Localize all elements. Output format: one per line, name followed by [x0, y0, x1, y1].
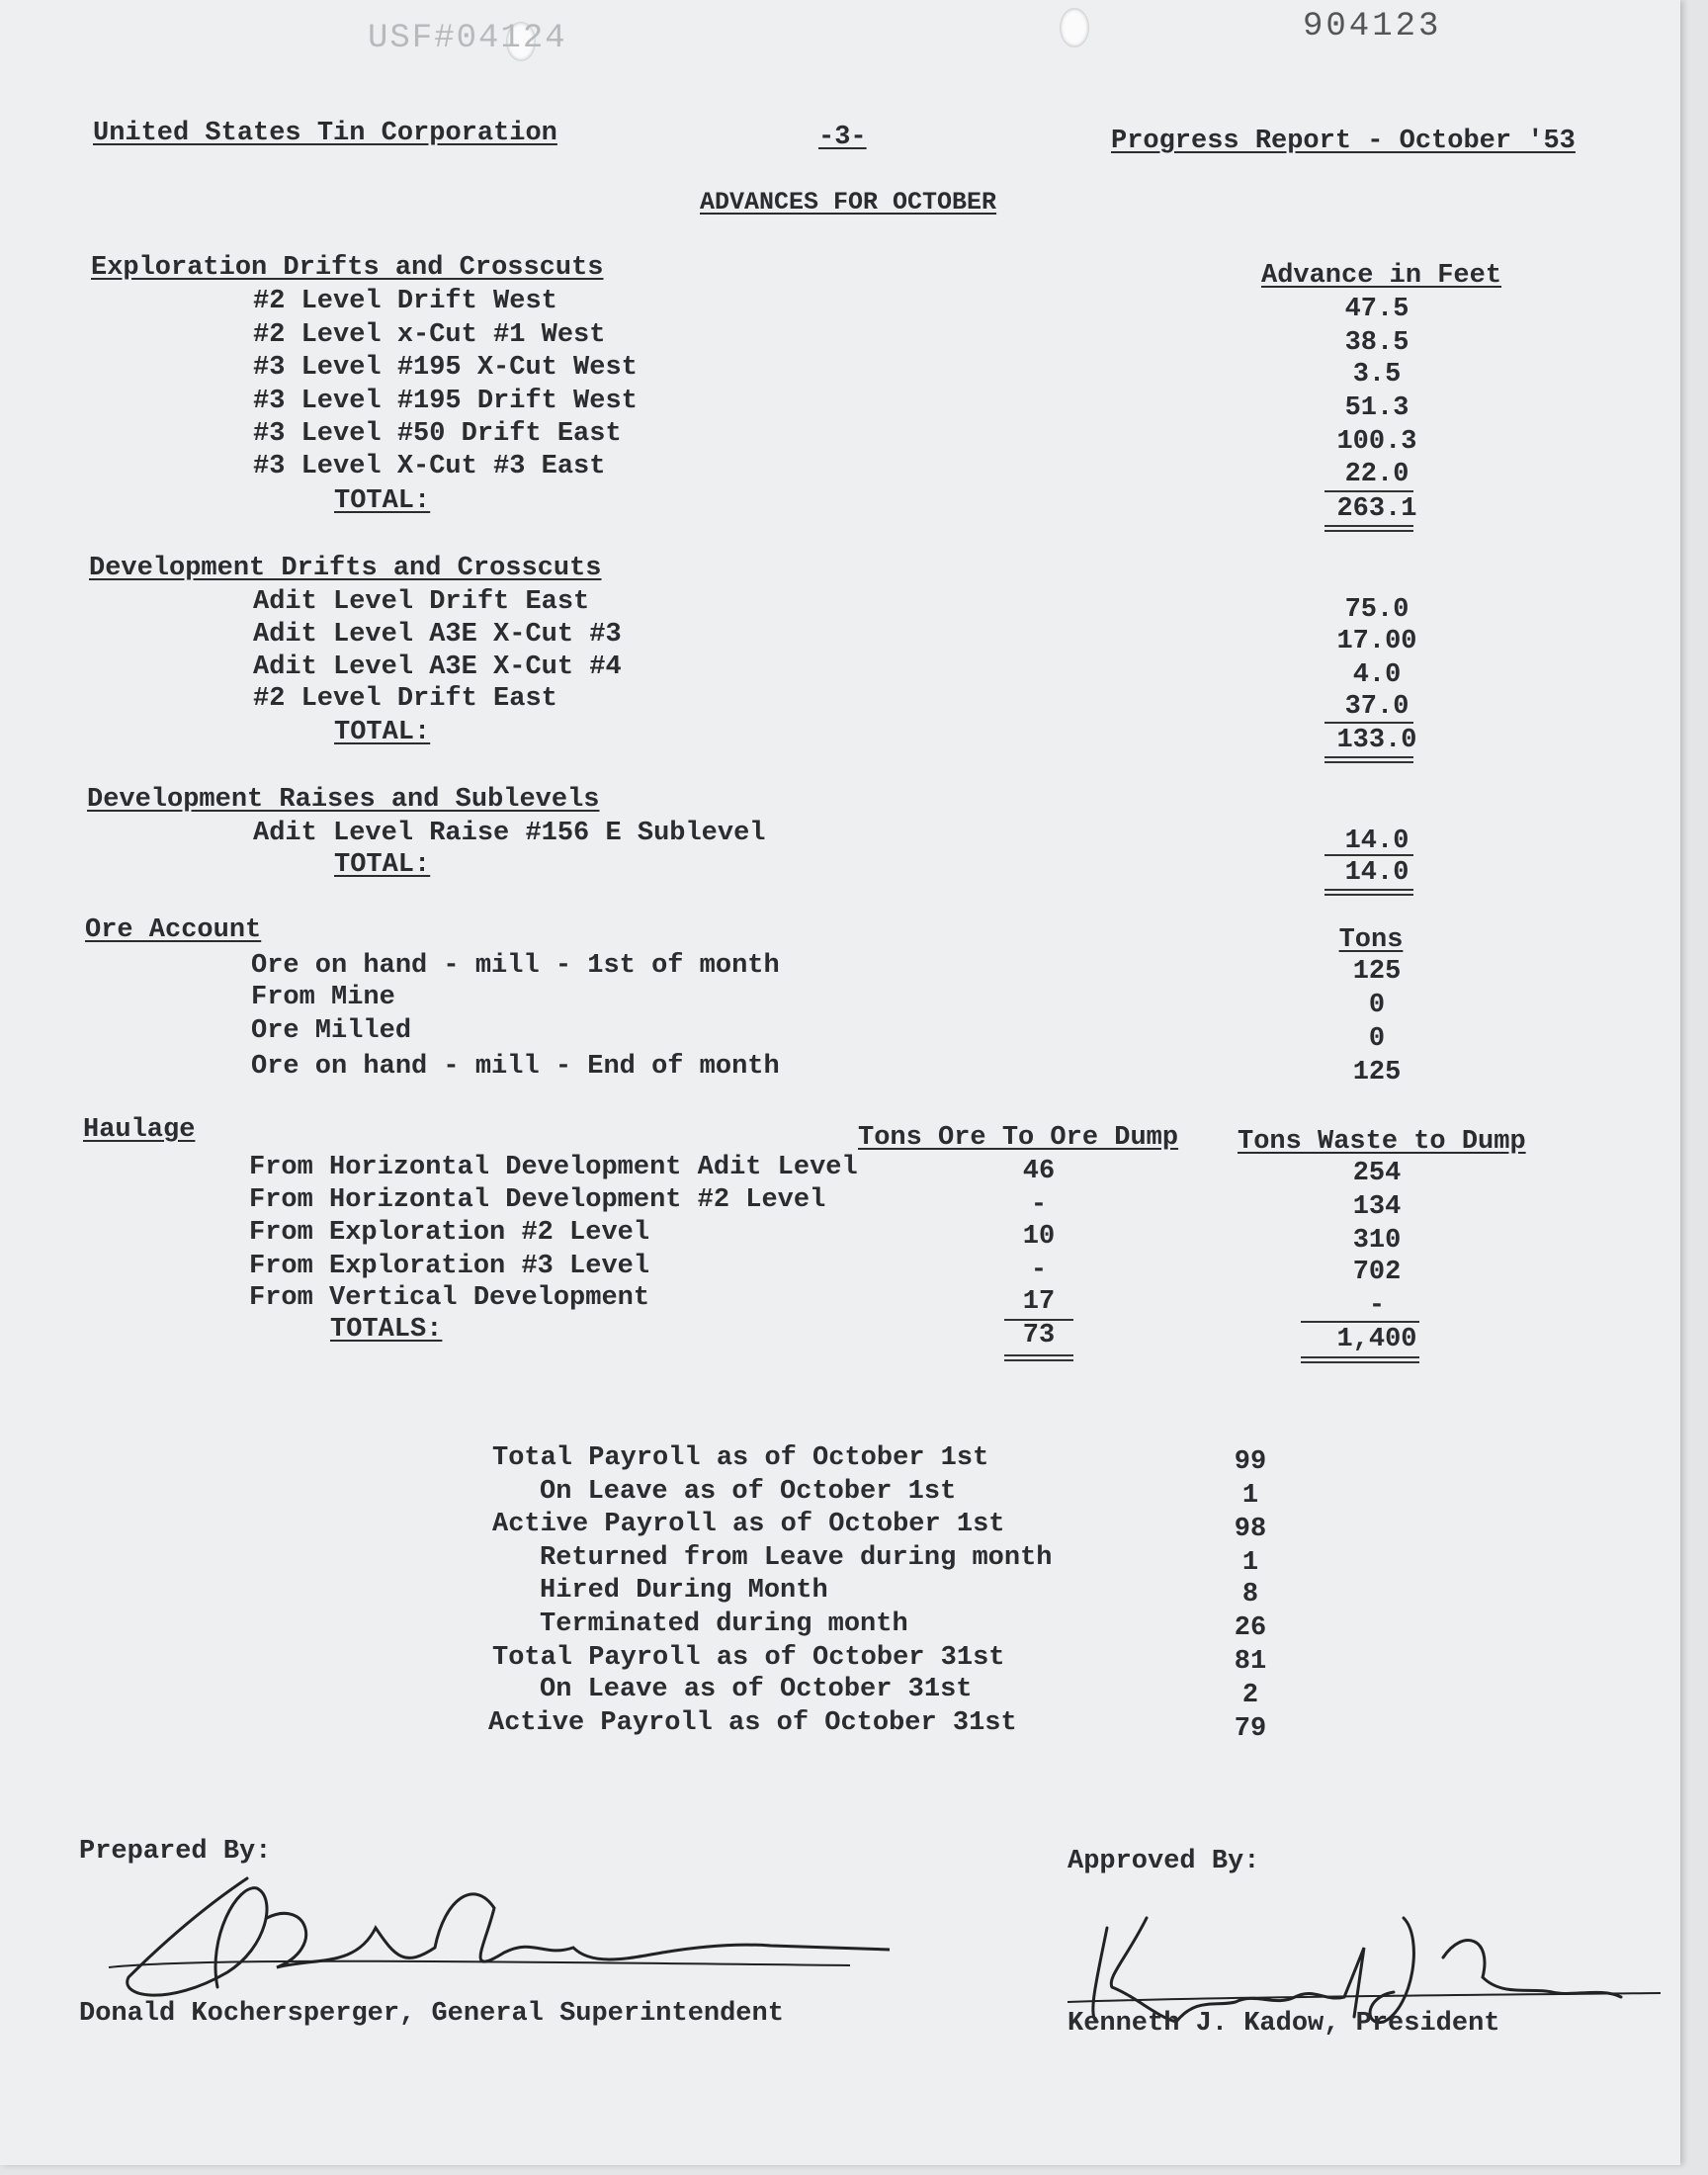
payroll-label: Active Payroll as of October 1st	[492, 1510, 1005, 1539]
double-rule	[1324, 756, 1413, 758]
haulage-row-label: From Vertical Development	[249, 1283, 650, 1313]
haulage-total-label: TOTALS:	[330, 1315, 443, 1345]
payroll-label: On Leave as of October 31st	[540, 1675, 973, 1704]
advance-column-header: Advance in Feet	[1261, 261, 1502, 291]
page-number: -3-	[818, 123, 867, 152]
raises-row-value: 14.0	[1344, 826, 1409, 856]
payroll-value: 1	[1241, 1548, 1259, 1578]
raises-total-value: 14.0	[1344, 858, 1409, 888]
exploration-heading: Exploration Drifts and Crosscuts	[91, 253, 604, 283]
raises-row-label: Adit Level Raise #156 E Sublevel	[253, 819, 766, 848]
haulage-ore-value: 17	[1022, 1287, 1056, 1317]
double-rule	[1324, 525, 1413, 527]
payroll-value: 98	[1234, 1515, 1267, 1544]
ore-row-value: 0	[1368, 1024, 1386, 1054]
approved-by-name: Kenneth J. Kadow, President	[1068, 2009, 1500, 2039]
exploration-row-label: #3 Level #50 Drift East	[253, 419, 622, 449]
development-row-value: 4.0	[1352, 660, 1402, 690]
development-row-label: Adit Level Drift East	[253, 587, 590, 617]
development-row-value: 75.0	[1344, 595, 1409, 625]
exploration-row-label: #3 Level X-Cut #3 East	[253, 452, 606, 481]
exploration-row-label: #3 Level #195 X-Cut West	[253, 353, 638, 383]
exploration-row-value: 3.5	[1352, 360, 1402, 390]
haulage-ore-value: 46	[1022, 1157, 1056, 1186]
ore-row-value: 0	[1368, 991, 1386, 1020]
development-total-label: TOTAL:	[334, 718, 431, 747]
development-row-label: #2 Level Drift East	[253, 684, 557, 714]
double-rule	[1004, 1359, 1073, 1361]
exploration-row-value: 22.0	[1344, 460, 1409, 489]
tons-column-header: Tons	[1338, 925, 1404, 955]
payroll-label: Terminated during month	[540, 1610, 908, 1639]
payroll-label: Hired During Month	[540, 1576, 828, 1606]
double-rule	[1301, 1361, 1419, 1363]
exploration-row-label: #3 Level #195 Drift West	[253, 387, 638, 416]
raises-heading: Development Raises and Sublevels	[87, 785, 600, 815]
payroll-value: 8	[1241, 1580, 1259, 1610]
haulage-ore-value: 10	[1022, 1222, 1056, 1252]
development-heading: Development Drifts and Crosscuts	[89, 554, 602, 583]
exploration-row-value: 47.5	[1344, 295, 1409, 324]
double-rule	[1324, 530, 1413, 532]
exploration-total-value: 263.1	[1336, 494, 1417, 524]
payroll-value: 79	[1234, 1714, 1267, 1744]
ore-row-label: Ore on hand - mill - 1st of month	[251, 951, 780, 981]
prepared-by-label: Prepared By:	[79, 1837, 272, 1867]
exploration-total-label: TOTAL:	[334, 486, 431, 516]
exploration-row-value: 51.3	[1344, 393, 1409, 423]
haulage-row-label: From Exploration #3 Level	[249, 1252, 650, 1281]
report-title: Progress Report - October '53	[1111, 127, 1576, 156]
double-rule	[1324, 889, 1413, 891]
development-total-value: 133.0	[1336, 726, 1417, 755]
punch-hole-right	[1060, 8, 1089, 47]
exploration-row-value: 100.3	[1336, 427, 1417, 457]
haulage-waste-value: 134	[1352, 1192, 1402, 1222]
ore-row-value: 125	[1352, 957, 1402, 987]
development-row-label: Adit Level A3E X-Cut #3	[253, 620, 622, 650]
development-row-value: 37.0	[1344, 692, 1409, 722]
double-rule	[1301, 1356, 1419, 1358]
payroll-label: Active Payroll as of October 31st	[488, 1708, 1017, 1738]
payroll-label: Returned from Leave during month	[540, 1543, 1053, 1573]
payroll-label: Total Payroll as of October 31st	[492, 1643, 1005, 1673]
ore-row-value: 125	[1352, 1058, 1402, 1088]
payroll-label: Total Payroll as of October 1st	[492, 1443, 989, 1473]
payroll-value: 26	[1234, 1613, 1267, 1643]
double-rule	[1324, 894, 1413, 896]
ore-row-label: Ore Milled	[251, 1016, 412, 1046]
payroll-value: 2	[1241, 1681, 1259, 1710]
haulage-ore-value: -	[1030, 1256, 1048, 1285]
company-name: United States Tin Corporation	[93, 119, 557, 148]
exploration-row-label: #2 Level Drift West	[253, 287, 557, 316]
section-title: ADVANCES FOR OCTOBER	[700, 188, 997, 217]
approved-by-label: Approved By:	[1068, 1847, 1260, 1876]
payroll-value: 99	[1234, 1447, 1267, 1477]
ore-dump-column-header: Tons Ore To Ore Dump	[858, 1123, 1179, 1153]
faded-file-number: USF#04124	[368, 20, 567, 57]
haulage-total-ore: 73	[1022, 1321, 1056, 1350]
haulage-row-label: From Horizontal Development Adit Level	[249, 1153, 858, 1182]
ore-heading: Ore Account	[85, 915, 262, 945]
haulage-total-waste: 1,400	[1336, 1325, 1417, 1354]
ore-row-label: From Mine	[251, 983, 395, 1012]
double-rule	[1004, 1354, 1073, 1356]
haulage-waste-value: 310	[1352, 1226, 1402, 1256]
development-row-label: Adit Level A3E X-Cut #4	[253, 652, 622, 682]
haulage-waste-value: 254	[1352, 1159, 1402, 1188]
haulage-waste-value: 702	[1352, 1258, 1402, 1287]
payroll-value: 1	[1241, 1481, 1259, 1511]
haulage-row-label: From Exploration #2 Level	[249, 1218, 650, 1248]
exploration-row-label: #2 Level x-Cut #1 West	[253, 320, 606, 350]
haulage-heading: Haulage	[83, 1115, 196, 1145]
prepared-by-name: Donald Kochersperger, General Superintendent	[79, 1999, 784, 2029]
development-row-value: 17.00	[1336, 627, 1417, 656]
haulage-ore-value: -	[1030, 1190, 1048, 1220]
waste-dump-column-header: Tons Waste to Dump	[1238, 1127, 1526, 1157]
stamp-number: 904123	[1303, 8, 1442, 45]
haulage-row-label: From Horizontal Development #2 Level	[249, 1185, 826, 1215]
haulage-waste-value: -	[1368, 1291, 1386, 1321]
double-rule	[1324, 761, 1413, 763]
raises-total-label: TOTAL:	[334, 850, 431, 880]
payroll-label: On Leave as of October 1st	[540, 1477, 957, 1507]
ore-row-label: Ore on hand - mill - End of month	[251, 1052, 780, 1082]
payroll-value: 81	[1234, 1647, 1267, 1677]
exploration-row-value: 38.5	[1344, 328, 1409, 358]
